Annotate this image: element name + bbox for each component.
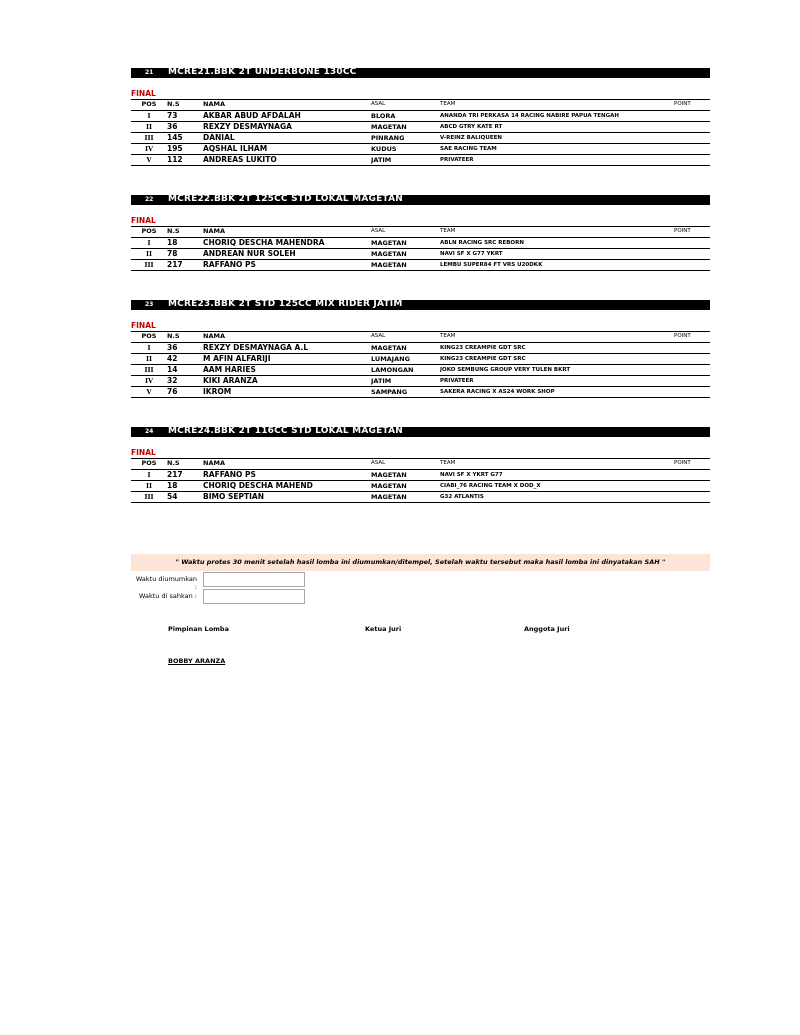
cell-asal: MAGETAN bbox=[371, 492, 440, 503]
cell-pos: III bbox=[131, 365, 167, 376]
cell-ns: 42 bbox=[167, 354, 203, 365]
table-row bbox=[131, 343, 710, 354]
cell-asal: MAGETAN bbox=[371, 470, 440, 481]
race-section-23 bbox=[131, 300, 710, 398]
col-pos: POS bbox=[131, 459, 167, 470]
col-ns: N.S bbox=[167, 332, 203, 343]
final-label: FINAL bbox=[131, 216, 156, 225]
cell-point bbox=[674, 144, 710, 155]
cell-team: PRIVATEER bbox=[440, 376, 674, 387]
cell-team: ABCD GTRY KATE RT bbox=[440, 122, 674, 133]
col-asal: ASAL bbox=[371, 459, 440, 470]
col-point: POINT bbox=[674, 332, 710, 343]
announced-time-input[interactable] bbox=[203, 572, 305, 587]
cell-team: ABLN RACING SRC REBORN bbox=[440, 238, 674, 249]
validated-time-input[interactable] bbox=[203, 589, 305, 604]
table-row bbox=[131, 387, 710, 398]
cell-asal: MAGETAN bbox=[371, 343, 440, 354]
cell-nama: BIMO SEPTIAN bbox=[203, 492, 371, 503]
table-header-row bbox=[131, 332, 710, 343]
section-header bbox=[131, 427, 710, 437]
cell-pos: II bbox=[131, 122, 167, 133]
section-header bbox=[131, 300, 710, 310]
table-header-row bbox=[131, 227, 710, 238]
table-row bbox=[131, 238, 710, 249]
section-title: MCRE22.BBK 2T 125CC STD LOKAL MAGETAN bbox=[168, 194, 403, 204]
cell-team: KING23 CREAMPIE GDT SRC bbox=[440, 354, 674, 365]
cell-point bbox=[674, 260, 710, 271]
col-nama: NAMA bbox=[203, 227, 371, 238]
cell-ns: 145 bbox=[167, 133, 203, 144]
cell-ns: 36 bbox=[167, 343, 203, 354]
table-row bbox=[131, 111, 710, 122]
col-ns: N.S bbox=[167, 227, 203, 238]
cell-pos: I bbox=[131, 111, 167, 122]
cell-team: LEMBU SUPER84 FT VRS U20DKK bbox=[440, 260, 674, 271]
cell-nama: REXZY DESMAYNAGA A.L bbox=[203, 343, 371, 354]
section-number: 21 bbox=[145, 69, 154, 76]
cell-point bbox=[674, 470, 710, 481]
table-row bbox=[131, 365, 710, 376]
final-label: FINAL bbox=[131, 448, 156, 457]
cell-point bbox=[674, 238, 710, 249]
cell-ns: 217 bbox=[167, 470, 203, 481]
table-row bbox=[131, 144, 710, 155]
cell-pos: IV bbox=[131, 144, 167, 155]
chief-judge-label: Ketua Juri bbox=[365, 625, 402, 633]
section-header bbox=[131, 68, 710, 78]
col-nama: NAMA bbox=[203, 100, 371, 111]
cell-pos: II bbox=[131, 481, 167, 492]
section-number: 22 bbox=[145, 196, 154, 203]
cell-asal: LAMONGAN bbox=[371, 365, 440, 376]
cell-nama: REXZY DESMAYNAGA bbox=[203, 122, 371, 133]
cell-asal: SAMPANG bbox=[371, 387, 440, 398]
col-team: TEAM bbox=[440, 100, 674, 111]
cell-ns: 73 bbox=[167, 111, 203, 122]
section-title: MCRE21.BBK 2T UNDERBONE 130CC bbox=[168, 67, 357, 77]
cell-asal: KUDUS bbox=[371, 144, 440, 155]
cell-nama: M AFIN ALFARIJI bbox=[203, 354, 371, 365]
cell-team: KING23 CREAMPIE GDT SRC bbox=[440, 343, 674, 354]
cell-ns: 54 bbox=[167, 492, 203, 503]
section-number: 23 bbox=[145, 301, 154, 308]
race-section-21 bbox=[131, 68, 710, 166]
cell-team: G32 ATLANTIS bbox=[440, 492, 674, 503]
cell-point bbox=[674, 111, 710, 122]
cell-nama: ANDREAS LUKITO bbox=[203, 155, 371, 166]
cell-point bbox=[674, 481, 710, 492]
col-team: TEAM bbox=[440, 332, 674, 343]
col-team: TEAM bbox=[440, 227, 674, 238]
cell-asal: PINRANG bbox=[371, 133, 440, 144]
table-row bbox=[131, 260, 710, 271]
cell-team: SAE RACING TEAM bbox=[440, 144, 674, 155]
race-leader-label: Pimpinan Lomba bbox=[168, 625, 229, 633]
col-nama: NAMA bbox=[203, 459, 371, 470]
final-label: FINAL bbox=[131, 321, 156, 330]
col-point: POINT bbox=[674, 100, 710, 111]
cell-ns: 217 bbox=[167, 260, 203, 271]
cell-pos: I bbox=[131, 343, 167, 354]
table-row bbox=[131, 470, 710, 481]
cell-nama: AKBAR ABUD AFDALAH bbox=[203, 111, 371, 122]
announced-time-label: Waktu diumumkan : bbox=[135, 575, 197, 591]
cell-nama: DANIAL bbox=[203, 133, 371, 144]
table-header-row bbox=[131, 459, 710, 470]
cell-point bbox=[674, 376, 710, 387]
cell-team: NAVI SF X YKRT G77 bbox=[440, 470, 674, 481]
cell-asal: MAGETAN bbox=[371, 249, 440, 260]
cell-nama: CHORIQ DESCHA MAHEND bbox=[203, 481, 371, 492]
cell-pos: I bbox=[131, 238, 167, 249]
section-header bbox=[131, 195, 710, 205]
cell-asal: LUMAJANG bbox=[371, 354, 440, 365]
final-label: FINAL bbox=[131, 89, 156, 98]
cell-nama: IKROM bbox=[203, 387, 371, 398]
cell-pos: II bbox=[131, 249, 167, 260]
cell-asal: MAGETAN bbox=[371, 122, 440, 133]
col-pos: POS bbox=[131, 227, 167, 238]
race-section-24 bbox=[131, 427, 710, 503]
table-header-row bbox=[131, 100, 710, 111]
section-title: MCRE24.BBK 2T 116CC STD LOKAL MAGETAN bbox=[168, 426, 403, 436]
race-section-22 bbox=[131, 195, 710, 271]
cell-team: ANANDA TRI PERKASA 14 RACING NABIRE PAPUA TENGAH bbox=[440, 111, 674, 122]
table-row bbox=[131, 481, 710, 492]
cell-point bbox=[674, 133, 710, 144]
cell-asal: MAGETAN bbox=[371, 481, 440, 492]
protest-note: " Waktu protes 30 menit setelah hasil lomba ini diumumkan/ditempel, Setelah waktu tersebut maka hasil lomba ini dinyatakan SAH " bbox=[131, 554, 710, 571]
cell-team: SAKERA RACING X AS24 WORK SHOP bbox=[440, 387, 674, 398]
cell-nama: KIKI ARANZA bbox=[203, 376, 371, 387]
cell-point bbox=[674, 249, 710, 260]
table-row bbox=[131, 133, 710, 144]
col-point: POINT bbox=[674, 459, 710, 470]
cell-point bbox=[674, 365, 710, 376]
cell-ns: 195 bbox=[167, 144, 203, 155]
cell-pos: III bbox=[131, 260, 167, 271]
judge-member-label: Anggota Juri bbox=[524, 625, 570, 633]
table-row bbox=[131, 492, 710, 503]
results-table bbox=[131, 458, 710, 503]
cell-asal: BLORA bbox=[371, 111, 440, 122]
cell-point bbox=[674, 155, 710, 166]
race-leader-name: BOBBY ARANZA bbox=[168, 657, 226, 665]
cell-pos: III bbox=[131, 492, 167, 503]
cell-asal: JATIM bbox=[371, 376, 440, 387]
cell-nama: ANDREAN NUR SOLEH bbox=[203, 249, 371, 260]
col-team: TEAM bbox=[440, 459, 674, 470]
cell-pos: I bbox=[131, 470, 167, 481]
cell-point bbox=[674, 387, 710, 398]
cell-pos: IV bbox=[131, 376, 167, 387]
cell-pos: III bbox=[131, 133, 167, 144]
cell-pos: V bbox=[131, 387, 167, 398]
table-row bbox=[131, 155, 710, 166]
cell-asal: MAGETAN bbox=[371, 238, 440, 249]
cell-pos: II bbox=[131, 354, 167, 365]
results-table bbox=[131, 226, 710, 271]
cell-point bbox=[674, 122, 710, 133]
cell-team: JOKO SEMBUNG GROUP VERY TULEN BKRT bbox=[440, 365, 674, 376]
section-title: MCRE23.BBK 2T STD 125CC MIX RIDER JATIM bbox=[168, 299, 403, 309]
cell-team: NAVI SF X G77 YKRT bbox=[440, 249, 674, 260]
cell-asal: MAGETAN bbox=[371, 260, 440, 271]
cell-ns: 18 bbox=[167, 481, 203, 492]
table-row bbox=[131, 249, 710, 260]
cell-ns: 112 bbox=[167, 155, 203, 166]
validated-time-label: Waktu di sahkan : bbox=[139, 592, 197, 600]
col-ns: N.S bbox=[167, 459, 203, 470]
col-asal: ASAL bbox=[371, 332, 440, 343]
cell-nama: RAFFANO PS bbox=[203, 470, 371, 481]
cell-ns: 76 bbox=[167, 387, 203, 398]
cell-asal: JATIM bbox=[371, 155, 440, 166]
col-point: POINT bbox=[674, 227, 710, 238]
cell-pos: V bbox=[131, 155, 167, 166]
col-pos: POS bbox=[131, 332, 167, 343]
col-ns: N.S bbox=[167, 100, 203, 111]
cell-point bbox=[674, 354, 710, 365]
cell-team: PRIVATEER bbox=[440, 155, 674, 166]
col-asal: ASAL bbox=[371, 227, 440, 238]
cell-team: V-REINZ BALIQUEEN bbox=[440, 133, 674, 144]
results-table bbox=[131, 99, 710, 166]
cell-nama: CHORIQ DESCHA MAHENDRA bbox=[203, 238, 371, 249]
cell-point bbox=[674, 492, 710, 503]
cell-ns: 14 bbox=[167, 365, 203, 376]
cell-ns: 78 bbox=[167, 249, 203, 260]
col-asal: ASAL bbox=[371, 100, 440, 111]
cell-nama: AAM HARIES bbox=[203, 365, 371, 376]
results-table bbox=[131, 331, 710, 398]
table-row bbox=[131, 376, 710, 387]
col-nama: NAMA bbox=[203, 332, 371, 343]
cell-nama: AQSHAL ILHAM bbox=[203, 144, 371, 155]
table-row bbox=[131, 354, 710, 365]
col-pos: POS bbox=[131, 100, 167, 111]
cell-ns: 18 bbox=[167, 238, 203, 249]
section-number: 24 bbox=[145, 428, 154, 435]
table-row bbox=[131, 122, 710, 133]
cell-team: CIABI_76 RACING TEAM X DOD_X bbox=[440, 481, 674, 492]
cell-ns: 36 bbox=[167, 122, 203, 133]
cell-ns: 32 bbox=[167, 376, 203, 387]
cell-nama: RAFFANO PS bbox=[203, 260, 371, 271]
cell-point bbox=[674, 343, 710, 354]
